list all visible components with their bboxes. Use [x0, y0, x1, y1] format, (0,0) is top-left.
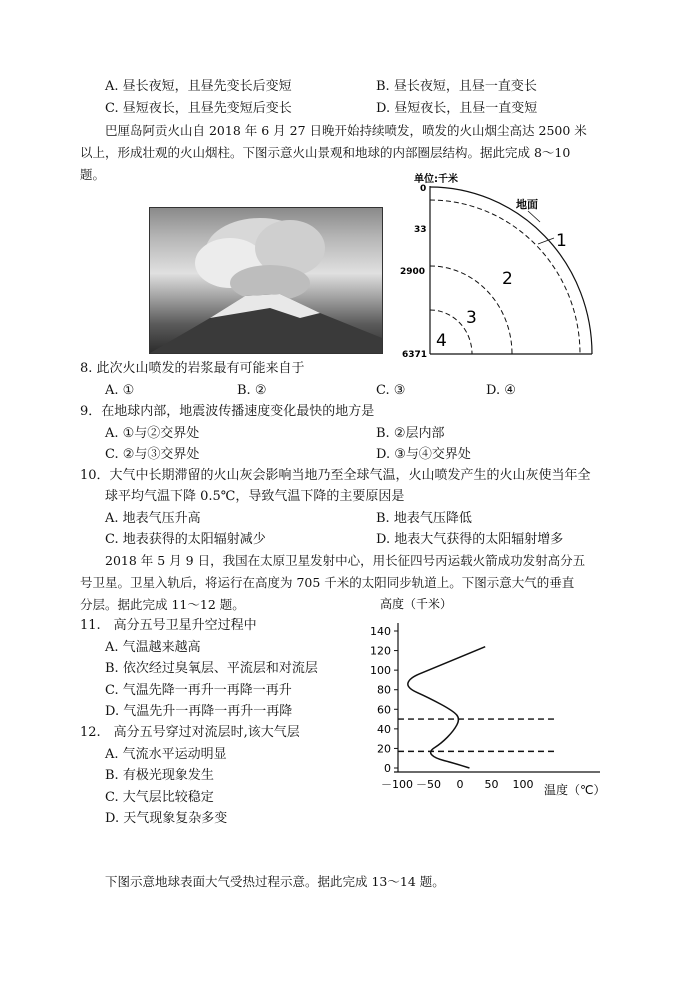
q7-option-d: D. 昼短夜长，且昼一直变短	[376, 101, 538, 116]
layer-label-2: 2	[502, 269, 513, 289]
intro1-line1: 巴厘岛阿贡火山自 2018 年 6 月 27 日晚开始持续喷发，喷发的火山烟尘高达 2500 米	[105, 123, 587, 138]
q10-option-d: D. 地表大气获得的太阳辐射增多	[376, 532, 564, 547]
q7-option-a: A. 昼长夜短，且昼先变长后变短	[105, 79, 292, 94]
y-tick-label: 40	[377, 722, 391, 736]
q8-option-d: D. ④	[486, 383, 516, 398]
q12-stem: 12. 高分五号穿过对流层时,该大气层	[80, 725, 300, 740]
q7-option-b: B. 昼长夜短，且昼一直变长	[376, 79, 537, 94]
q11-option-b: B. 依次经过臭氧层、平流层和对流层	[105, 661, 318, 676]
x-tick-label: 0	[456, 778, 464, 791]
q11-option-d: D. 气温先升一再降一再升一再降	[105, 704, 293, 719]
depth-label-33: 33	[414, 225, 427, 235]
q12-option-c: C. 大气层比较稳定	[105, 790, 214, 805]
q8-option-a: A. ①	[105, 383, 135, 398]
q11-option-a: A. 气温越来越高	[105, 640, 201, 655]
intro2-line3: 分层。据此完成 11～12 题。	[80, 597, 245, 612]
y-tick-label: 120	[370, 644, 391, 658]
q9-option-b: B. ②层内部	[376, 426, 445, 441]
q11-option-c: C. 气温先降一再升一再降一再升	[105, 683, 292, 698]
volcano-photo	[149, 207, 383, 354]
x-tick-label: －50	[416, 778, 441, 791]
layer-label-4: 4	[436, 331, 447, 351]
depth-label-2900: 2900	[400, 267, 426, 277]
depth-label-0: 0	[420, 184, 427, 194]
surface-label: 地面	[516, 198, 538, 211]
x-tick-label: 100	[512, 778, 534, 791]
q8-option-c: C. ③	[376, 383, 406, 398]
q9-option-a: A. ①与②交界处	[105, 426, 200, 441]
y-tick-label: 60	[377, 703, 391, 717]
atmosphere-temperature-chart	[360, 593, 610, 803]
intro1-line2: 以上，形成壮观的火山烟柱。下图示意火山景观和地球的内部圈层结构。据此完成 8～10	[80, 145, 571, 160]
q11-stem: 11. 高分五号卫星升空过程中	[80, 618, 257, 633]
q10-option-b: B. 地表气压降低	[376, 511, 472, 526]
q10-stem-line1: 10．大气中长期滞留的火山灰会影响当地乃至全球气温，火山喷发产生的火山灰使当年全	[80, 468, 591, 483]
q9-stem: 9．在地球内部，地震波传播速度变化最快的地方是	[80, 404, 375, 419]
x-tick-label: 50	[484, 778, 499, 791]
earth-interior-diagram	[380, 170, 610, 365]
q12-option-a: A. 气流水平运动明显	[105, 747, 227, 762]
intro2-line1: 2018 年 5 月 9 日，我国在太原卫星发射中心，用长征四号丙运载火箭成功发射高分五	[105, 553, 586, 568]
y-tick-label: 20	[377, 742, 391, 756]
q12-option-b: B. 有极光现象发生	[105, 768, 214, 783]
y-tick-label: 80	[377, 683, 391, 697]
layer-label-1: 1	[556, 231, 567, 251]
q9-option-c: C. ②与③交界处	[105, 447, 200, 462]
volcano-illustration	[150, 208, 382, 353]
y-tick-label: 140	[370, 625, 391, 638]
q8-option-b: B. ②	[237, 383, 267, 398]
q9-option-d: D. ③与④交界处	[376, 447, 471, 462]
temperature-curve	[408, 647, 485, 768]
q10-option-c: C. 地表获得的太阳辐射减少	[105, 532, 266, 547]
q10-stem-line2: 球平均气温下降 0.5℃，导致气温下降的主要原因是	[105, 489, 405, 504]
chart-ylabel: 高度（千米）	[380, 597, 453, 611]
q12-option-d: D. 天气现象复杂多变	[105, 811, 228, 826]
y-tick-label: 0	[384, 762, 391, 775]
intro1-line3: 题。	[80, 167, 106, 182]
intro2-line2: 号卫星。卫星入轨后，将运行在高度为 705 千米的太阳同步轨道上。下图示意大气的垂直	[80, 575, 575, 590]
footer-intro: 下图示意地球表面大气受热过程示意。据此完成 13～14 题。	[105, 874, 445, 889]
chart-xlabel: 温度（℃）	[544, 783, 606, 797]
q7-option-c: C. 昼短夜长，且昼先变短后变长	[105, 101, 292, 116]
q10-option-a: A. 地表气压升高	[105, 511, 201, 526]
layer-label-3: 3	[466, 308, 477, 328]
x-tick-label: －100	[381, 778, 413, 791]
diagram-unit-label: 单位:千米	[414, 174, 458, 185]
depth-label-6371: 6371	[402, 350, 428, 360]
y-tick-label: 100	[370, 664, 391, 678]
q8-stem: 8. 此次火山喷发的岩浆最有可能来自于	[80, 361, 305, 376]
